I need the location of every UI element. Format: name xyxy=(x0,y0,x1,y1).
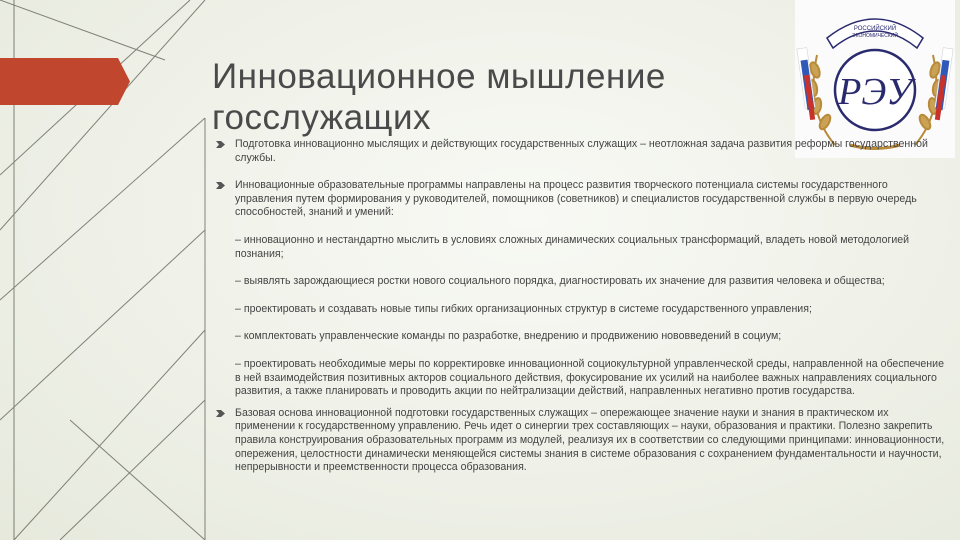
list-item xyxy=(216,407,946,475)
list-item xyxy=(216,138,946,165)
sub-list-item-text: – проектировать необходимые меры по корректировке инновационной социокультурной управленческой среды, направленной на обеспечение в ней взаимодействия позитивных акторов социального действия, фокусирование их усилий на наиболее важных направлениях социального развития, а также планировать и проводить акции по нейтрализации действий, направленных негативно против государства. xyxy=(235,357,944,398)
list-item xyxy=(216,179,946,220)
arrow-bullet-icon xyxy=(216,409,225,418)
list-item-text: Базовая основа инновационной подготовки государственных служащих – опережающее значение науки и знания в практическом их применении к государственному управлению. Речь идет о синергии трех составляющих – науки, образования и практики. Полезно закрепить правила конструирования образовательных программ из модулей, реализуя их в соответствии со следующими принципами: инновационности, опережения, целостности динамически меняющейся системы знания в системе образования с сохранением фундаментальности и научности, непрерывности и преемственности процесса образования. xyxy=(235,406,945,474)
sub-list-item-text: – проектировать и создавать новые типы гибких организационных структур в системе государственного управления; xyxy=(235,302,812,315)
sub-list-item-text: – инновационно и нестандартно мыслить в условиях сложных динамических социальных трансформаций, владеть новой методологией познания; xyxy=(235,233,910,260)
list-item-text: Инновационные образовательные программы направлены на процесс развития творческого потенциала системы государственного управления путем формирования у руководителей, помощников (советников) и специалистов государственной службы в первую очередь способностей, знаний и умений: xyxy=(235,179,917,219)
accent-tab xyxy=(0,58,130,105)
svg-text:ЭКОНОМИЧЕСКИЙ: ЭКОНОМИЧЕСКИЙ xyxy=(852,33,898,39)
content-body xyxy=(216,138,946,489)
sub-list-item xyxy=(216,234,946,261)
university-emblem-icon xyxy=(795,0,955,158)
svg-text:РЭУ: РЭУ xyxy=(838,71,912,113)
title-line-1: Инновационное мышление xyxy=(212,57,666,96)
sub-list-item xyxy=(216,358,946,399)
svg-text:РОССИЙСКИЙ: РОССИЙСКИЙ xyxy=(853,26,897,32)
slide-title xyxy=(212,56,772,138)
arrow-bullet-icon xyxy=(216,181,225,190)
arrow-bullet-icon xyxy=(216,140,225,149)
sub-list-item-text: – комплектовать управленческие команды по разработке, внедрению и продвижению нововведений в социум; xyxy=(235,330,782,343)
list-item-text: Подготовка инновационно мыслящих и действующих государственных служащих – неотложная задача развития реформы государственной службы. xyxy=(235,138,928,164)
sub-list-item-text: – выявлять зарождающиеся ростки нового социального порядка, диагностировать их значение для развития человека и общества; xyxy=(235,275,885,288)
sub-list-item xyxy=(216,303,946,317)
sub-list-item xyxy=(216,330,946,344)
title-line-2: госслужащих xyxy=(212,98,432,137)
sub-list-item xyxy=(216,275,946,289)
